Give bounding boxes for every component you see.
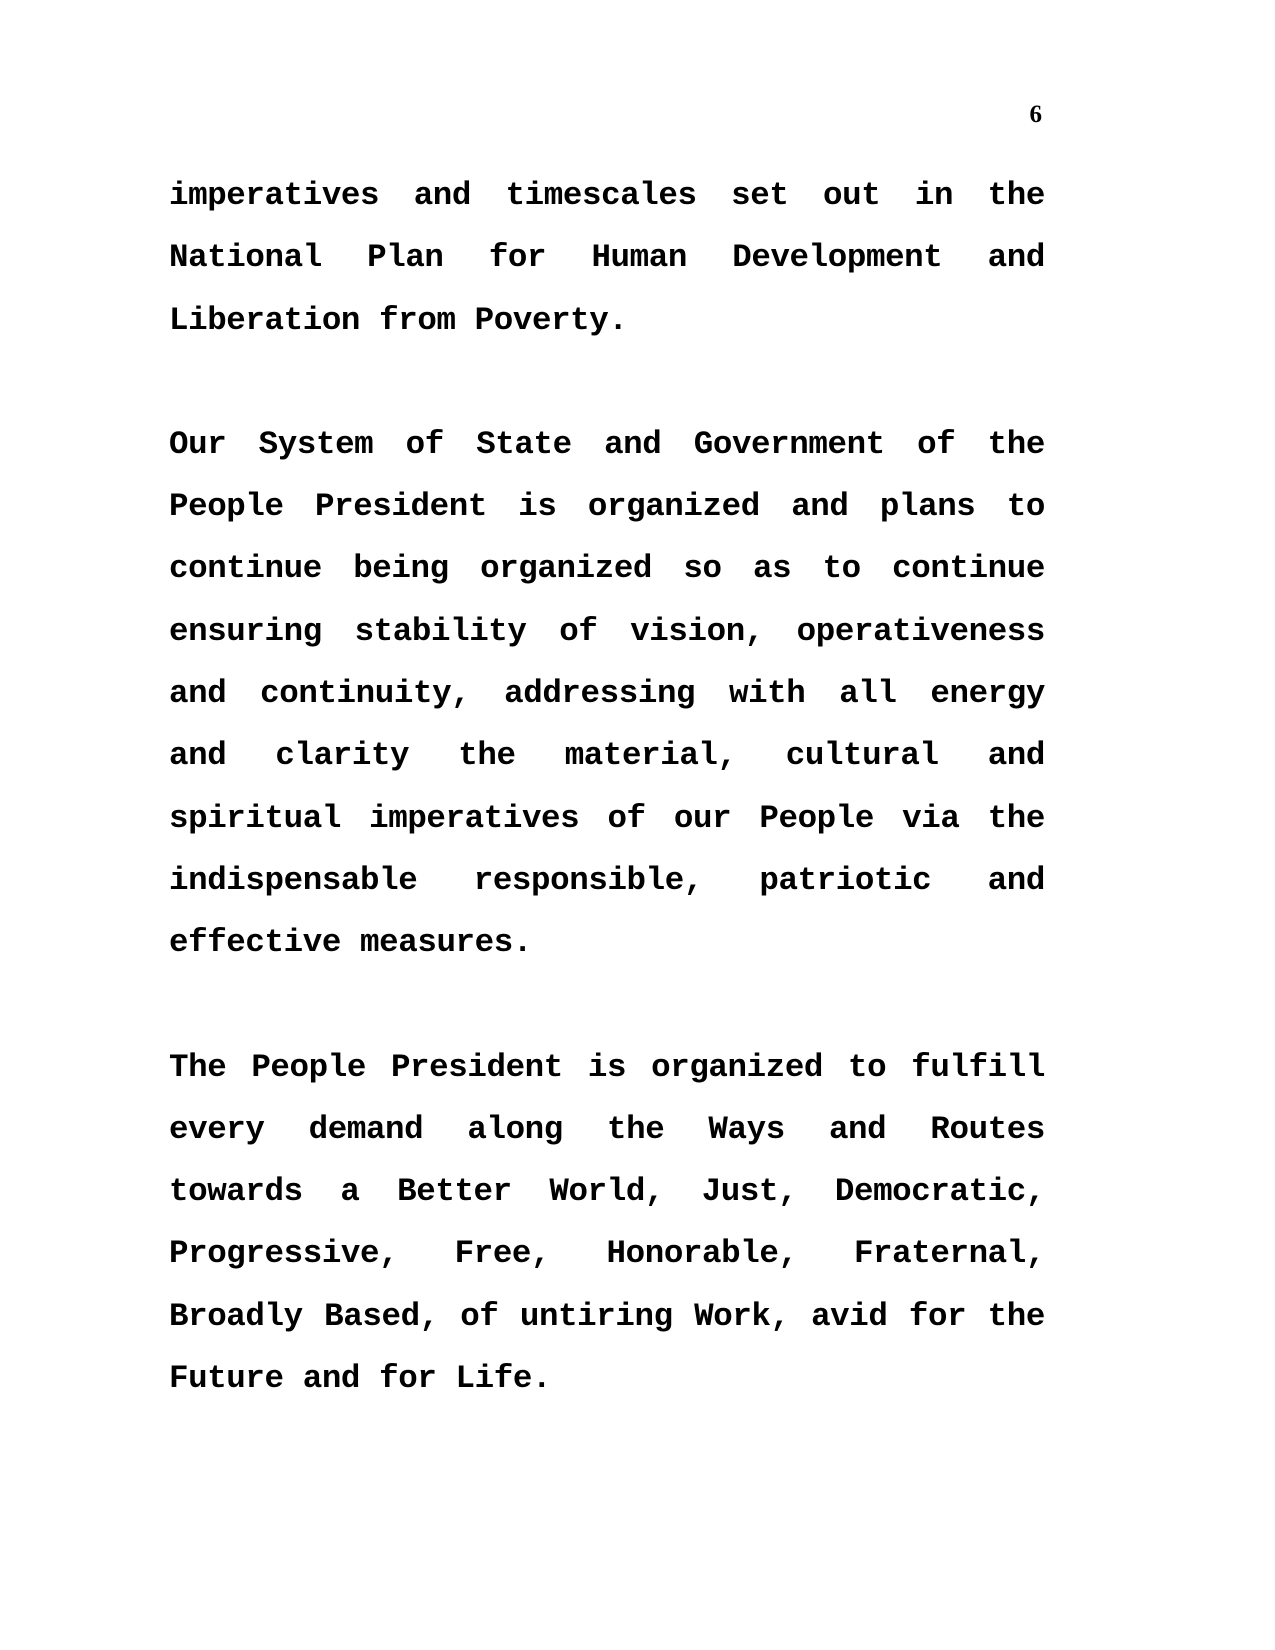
page-number: 6 xyxy=(1029,101,1042,128)
paragraph-2: Our System of State and Government of the People President is organized and plans to continue being organized so as to continue ensuring stability of vision, operativeness and continuity, addressing with all energy and clarity the material, cultural and spiritual imperatives of our People via the indispensable responsible, patriotic and effective measures. xyxy=(169,425,1045,962)
paragraph-3: The People President is organized to fulfill every demand along the Ways and Routes towards a Better World, Just, Democratic, Progressive, Free, Honorable, Fraternal, Broadly Based, of untiring Work, avid for the Future and for Life. xyxy=(169,1048,1045,1398)
paragraph-1: imperatives and timescales set out in the National Plan for Human Development and Liberation from Poverty. xyxy=(169,177,1045,339)
document-body xyxy=(169,165,1045,1410)
